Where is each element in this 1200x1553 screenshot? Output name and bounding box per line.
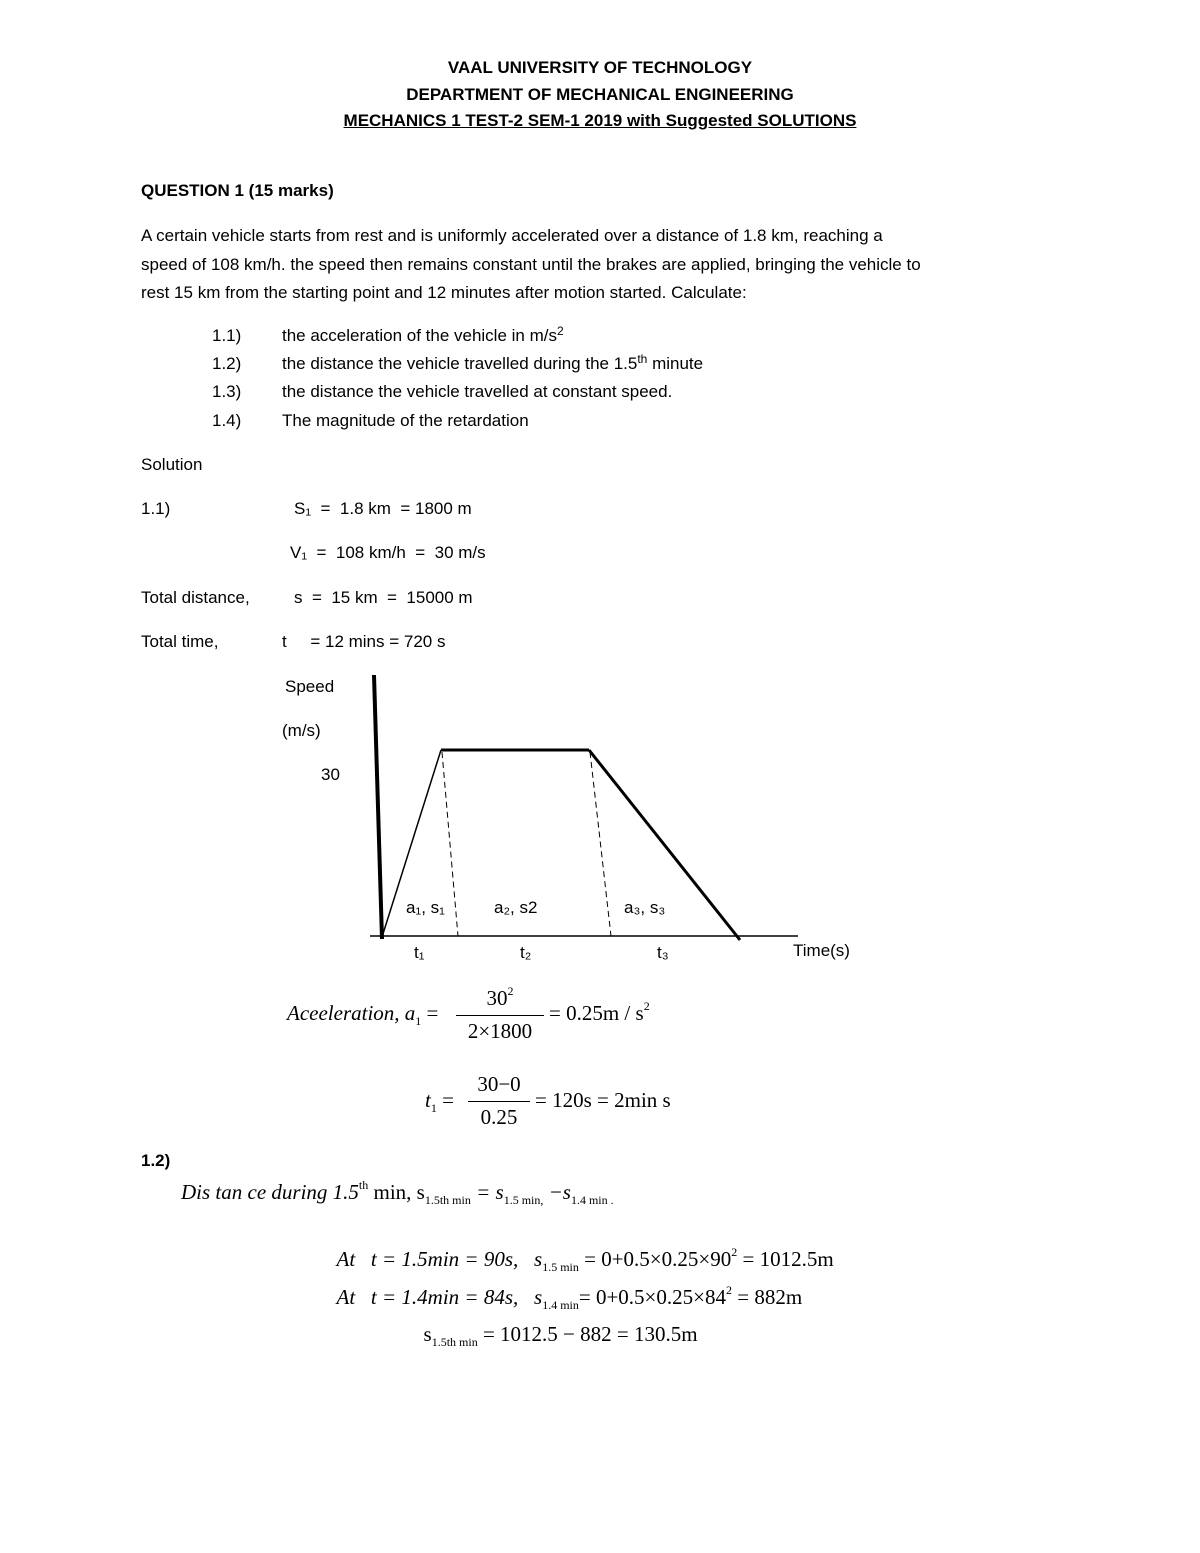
speed-time-graph bbox=[0, 660, 1200, 970]
total-distance-label: Total distance, bbox=[141, 588, 250, 607]
part-1-2-label: 1.2) bbox=[141, 1151, 171, 1170]
total-time-value: t = 12 mins = 720 s bbox=[282, 632, 446, 651]
item-text: The magnitude of the retardation bbox=[282, 411, 529, 430]
solution-label: Solution bbox=[141, 455, 203, 474]
distance-at-1-4-min: At t = 1.4min = 84s, $s_{1.4 min}= 0+0.5\times 0.25\times 84^2 = 882m$ bbox=[336, 1283, 803, 1312]
x-tick-t3: t₃ bbox=[657, 943, 669, 962]
y-axis bbox=[374, 675, 382, 939]
region-label-3: a₃, s₃ bbox=[624, 898, 666, 917]
accel-equation-lhs: Aceeleration, $a_1$ = bbox=[287, 1001, 439, 1028]
distance-result: $s_{1.5th min} = 1012.5 - 882 = 130.5m$ bbox=[423, 1322, 698, 1349]
y-tick-30: 30 bbox=[321, 765, 340, 784]
question-para-line1: A certain vehicle starts from rest and is uniformly accelerated over a distance of 1.8 km, reaching a bbox=[141, 226, 883, 245]
x-tick-t2: t₂ bbox=[520, 943, 532, 962]
item-text: the acceleration of the vehicle in $m/s^2$ bbox=[282, 324, 564, 345]
item-text: the distance the vehicle travelled at constant speed. bbox=[282, 382, 673, 401]
accel-fraction: $\frac{30^2}{2\times 1800}$ bbox=[456, 986, 544, 1044]
region-label-2: a₂, s2 bbox=[494, 898, 538, 917]
y-axis-label-unit: (m/s) bbox=[282, 721, 321, 740]
item-number: 1.1) bbox=[212, 326, 242, 345]
accel-result: = $0.25m / s^2$ bbox=[549, 999, 650, 1025]
item-number: 1.2) bbox=[212, 354, 242, 373]
s1-given: S₁ = 1.8 km = 1800 m bbox=[294, 499, 472, 518]
question-para-line3: rest 15 km from the starting point and 12 minutes after motion started. Calculate: bbox=[141, 283, 747, 302]
distance-definition: Dis tan ce during 1.5th min, $s_{1.5th min} = s_{1.5 min,} -s_{1.4 min .}$ bbox=[181, 1178, 614, 1207]
total-distance-value: s = 15 km = 15000 m bbox=[294, 588, 473, 607]
item-number: 1.3) bbox=[212, 382, 242, 401]
t1-result: = 120s = 2min s bbox=[535, 1088, 671, 1112]
header-test-title: MECHANICS 1 TEST-2 SEM-1 2019 with Suggested SOLUTIONS bbox=[343, 111, 857, 130]
divider-t2 bbox=[590, 752, 611, 936]
total-time-label: Total time, bbox=[141, 632, 219, 651]
x-axis-label: Time(s) bbox=[793, 941, 850, 960]
question-para-line2: speed of 108 km/h. the speed then remains constant until the brakes are applied, bringing the vehicle to bbox=[141, 255, 921, 274]
question-title: QUESTION 1 (15 marks) bbox=[141, 181, 334, 200]
header-university: VAAL UNIVERSITY OF TECHNOLOGY bbox=[447, 58, 753, 77]
v1-given: V₁ = 108 km/h = 30 m/s bbox=[290, 543, 486, 562]
distance-at-1-5-min: At t = 1.5min = 90s, $s_{1.5 min} = 0+0.5\times 0.25\times 90^2 = 1012.5m$ bbox=[336, 1245, 834, 1274]
item-text: the distance the vehicle travelled during the 1.5th minute bbox=[282, 352, 704, 373]
region-label-1: a₁, s₁ bbox=[406, 898, 445, 917]
part-1-1-label: 1.1) bbox=[141, 499, 171, 518]
header-department: DEPARTMENT OF MECHANICAL ENGINEERING bbox=[406, 85, 794, 104]
item-number: 1.4) bbox=[212, 411, 242, 430]
t1-equation-lhs: $t_1$ = bbox=[425, 1088, 454, 1115]
y-axis-label-speed: Speed bbox=[285, 677, 335, 696]
x-tick-t1: t₁ bbox=[414, 943, 425, 962]
t1-fraction: $\frac{30-0}{0.25}$ bbox=[468, 1072, 530, 1130]
